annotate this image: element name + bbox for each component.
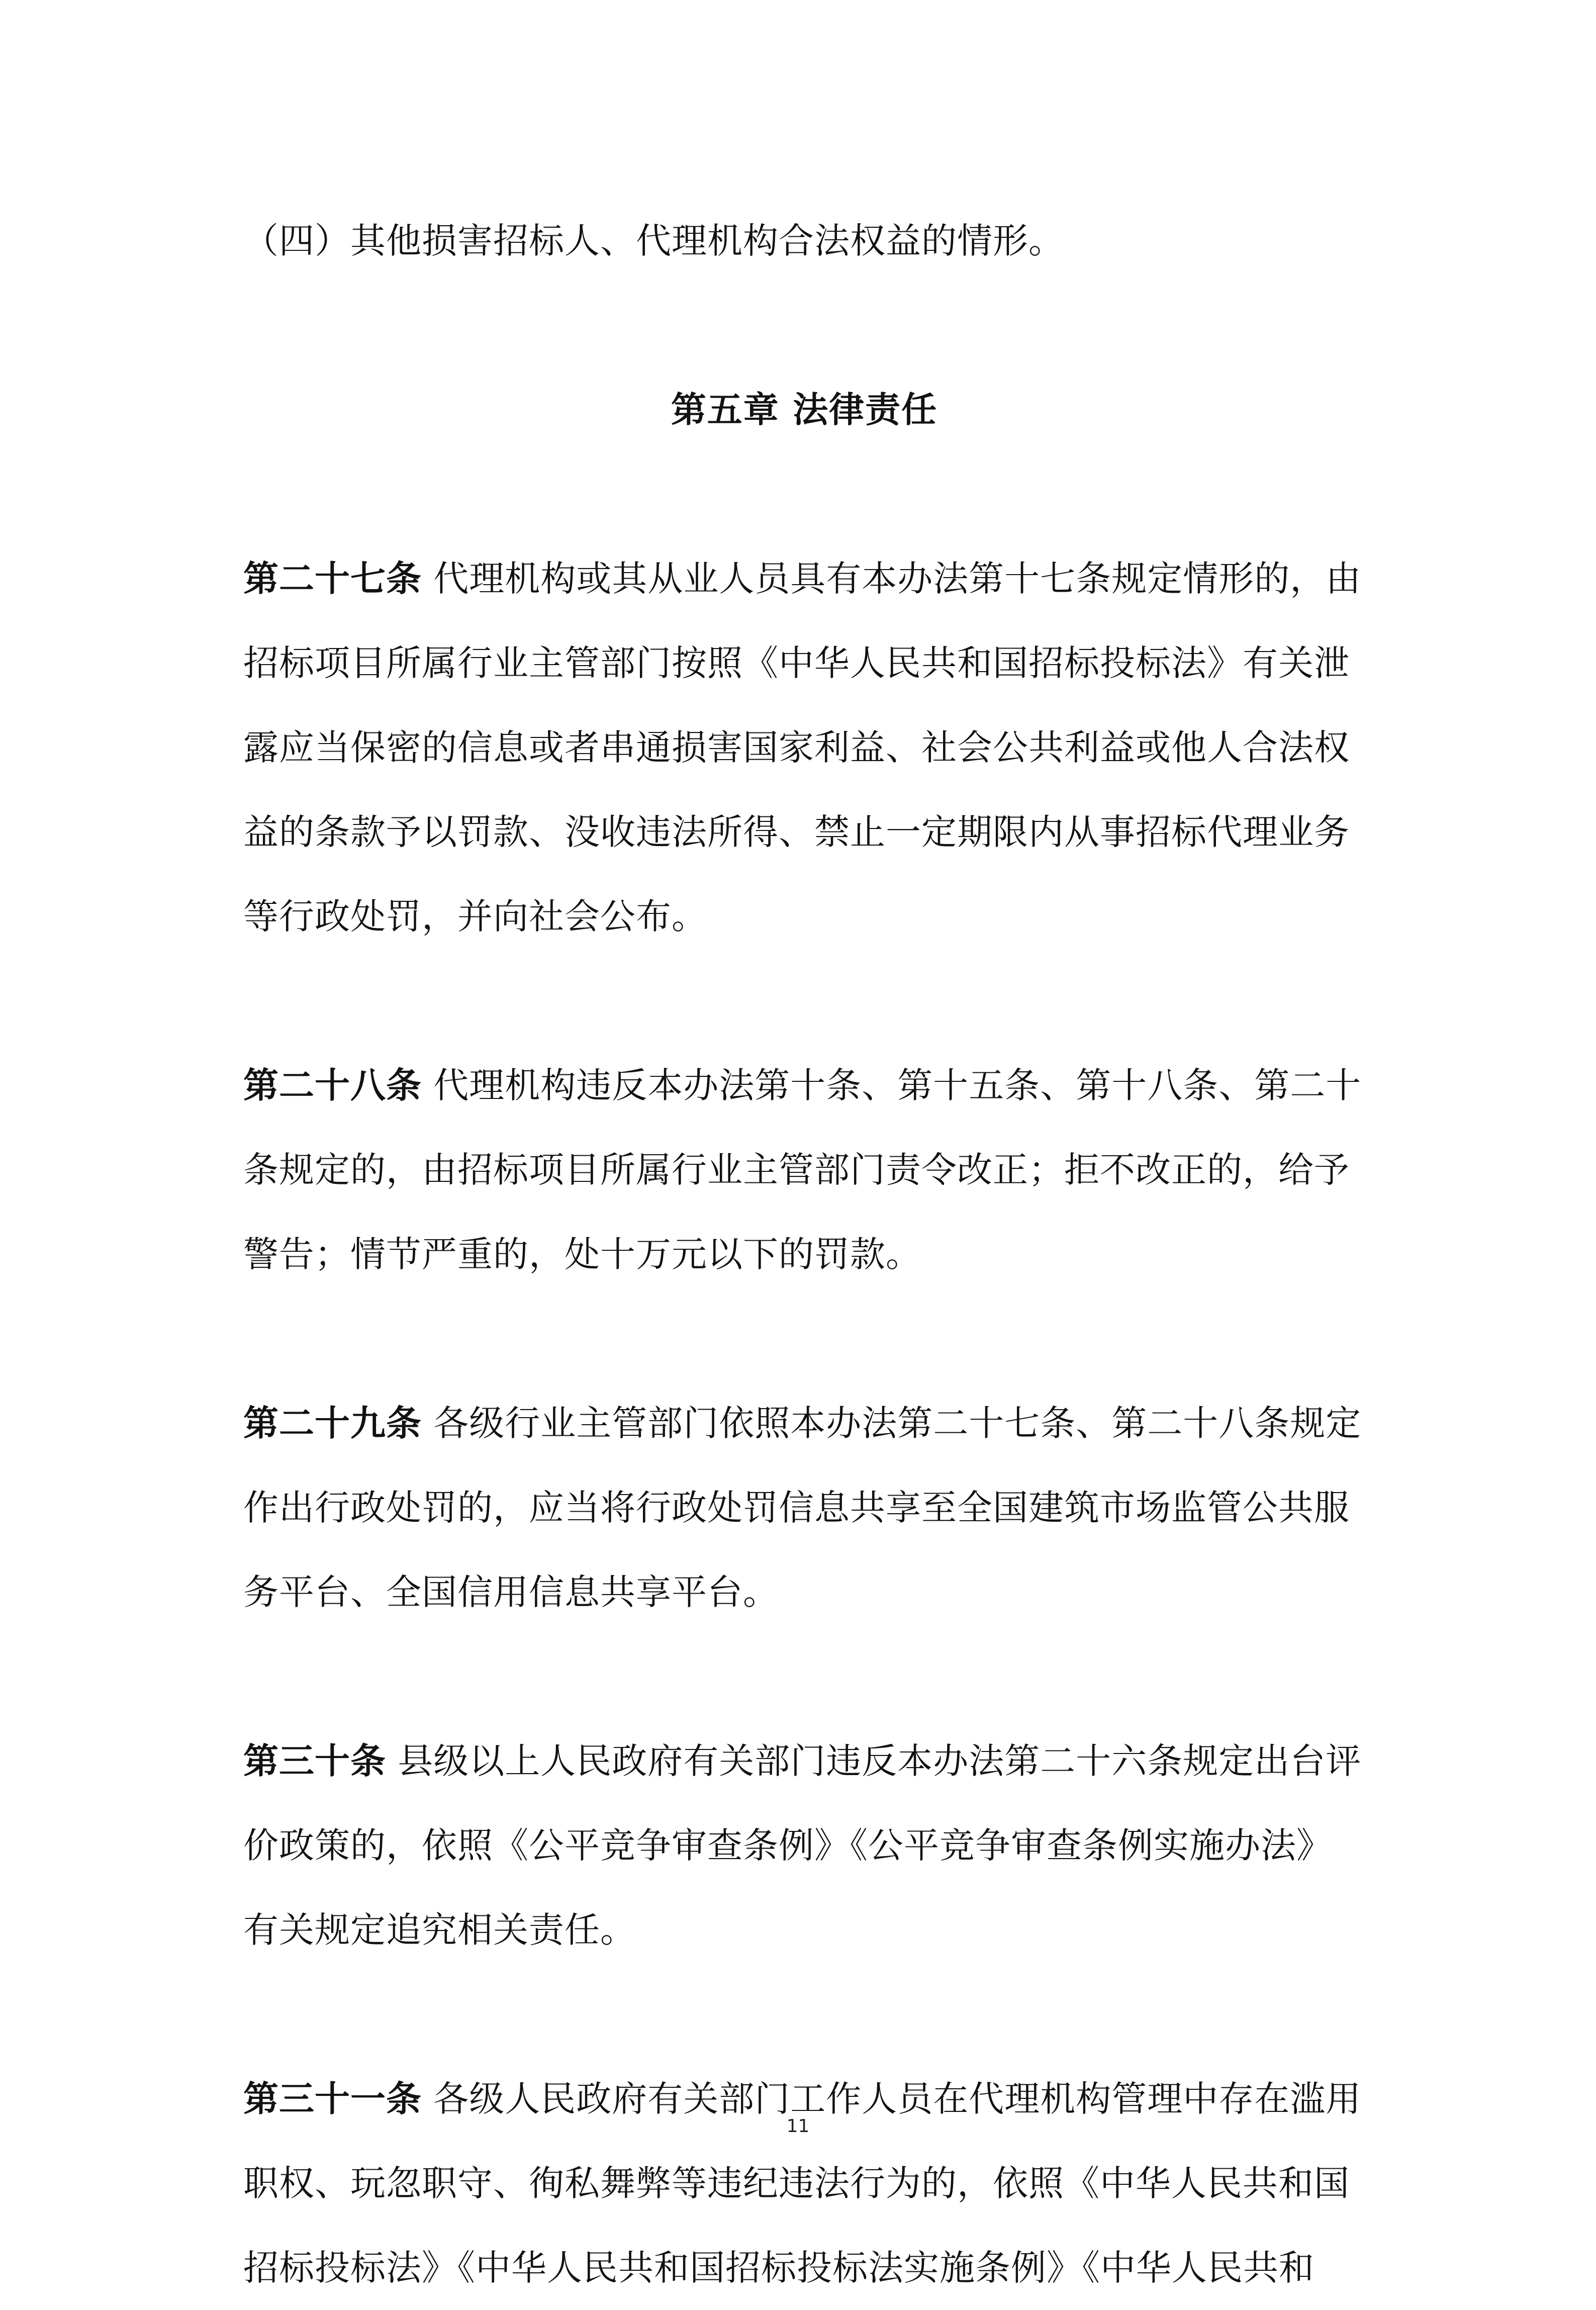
article-text: 代理机构违反本办法第十条、第十五条、第十八条、第二十	[422, 1065, 1362, 1106]
article-text: 各级人民政府有关部门工作人员在代理机构管理中存在滥用	[422, 2078, 1362, 2119]
article-27	[243, 536, 1365, 959]
article-number: 第三十一条	[243, 2078, 422, 2119]
article-line: 益的条款予以罚款、没收违法所得、禁止一定期限内从事招标代理业务	[243, 811, 1350, 853]
article-28	[243, 1043, 1365, 1297]
section-gap	[243, 452, 1365, 536]
article-29	[243, 1381, 1365, 1634]
article-line: 等行政处罚，并向社会公布。	[243, 896, 707, 937]
article-line: 招标项目所属行业主管部门按照《中华人民共和国招标投标法》有关泄	[243, 642, 1350, 684]
section-gap	[243, 1972, 1365, 2057]
article-line: 警告；情节严重的，处十万元以下的罚款。	[243, 1234, 921, 1275]
article-number: 第二十九条	[243, 1403, 422, 1444]
article-line: 职权、玩忽职守、徇私舞弊等违纪违法行为的，依照《中华人民共和国	[243, 2163, 1350, 2204]
article-line: 招标投标法》《中华人民共和国招标投标法实施条例》《中华人民共和	[243, 2247, 1315, 2288]
article-line: 价政策的，依照《公平竞争审查条例》《公平竞争审查条例实施办法》	[243, 1825, 1332, 1866]
article-line: 条规定的，由招标项目所属行业主管部门责令改正；拒不改正的，给予	[243, 1149, 1350, 1190]
article-line	[243, 1381, 1365, 1465]
article-number: 第二十八条	[243, 1065, 422, 1106]
article-31	[243, 2057, 1365, 2310]
article-line: 务平台、全国信用信息共享平台。	[243, 1572, 779, 1613]
article-number: 第二十七条	[243, 558, 422, 599]
page-number: 11	[786, 2116, 810, 2137]
article-text: 各级行业主管部门依照本办法第二十七条、第二十八条规定	[422, 1403, 1362, 1444]
intro-item-paragraph: （四）其他损害招标人、代理机构合法权益的情形。	[243, 220, 1064, 261]
section-gap	[243, 959, 1365, 1043]
article-line: 露应当保密的信息或者串通损害国家利益、社会公共利益或他人合法权	[243, 727, 1350, 768]
section-gap	[243, 1634, 1365, 1719]
article-line	[243, 1043, 1365, 1128]
page-content	[243, 199, 1365, 2310]
chapter-heading: 第五章 法律责任	[671, 389, 938, 430]
article-line: 有关规定追究相关责任。	[243, 1909, 636, 1951]
article-text: 县级以上人民政府有关部门违反本办法第二十六条规定出台评	[386, 1740, 1362, 1782]
section-gap	[243, 283, 1365, 367]
article-number: 第三十条	[243, 1740, 386, 1782]
article-30	[243, 1719, 1365, 1972]
article-line: 作出行政处罚的，应当将行政处罚信息共享至全国建筑市场监管公共服	[243, 1487, 1350, 1528]
section-gap	[243, 1297, 1365, 1381]
article-line	[243, 1719, 1365, 1803]
article-line	[243, 536, 1365, 621]
article-text: 代理机构或其从业人员具有本办法第十七条规定情形的，由	[422, 558, 1362, 599]
